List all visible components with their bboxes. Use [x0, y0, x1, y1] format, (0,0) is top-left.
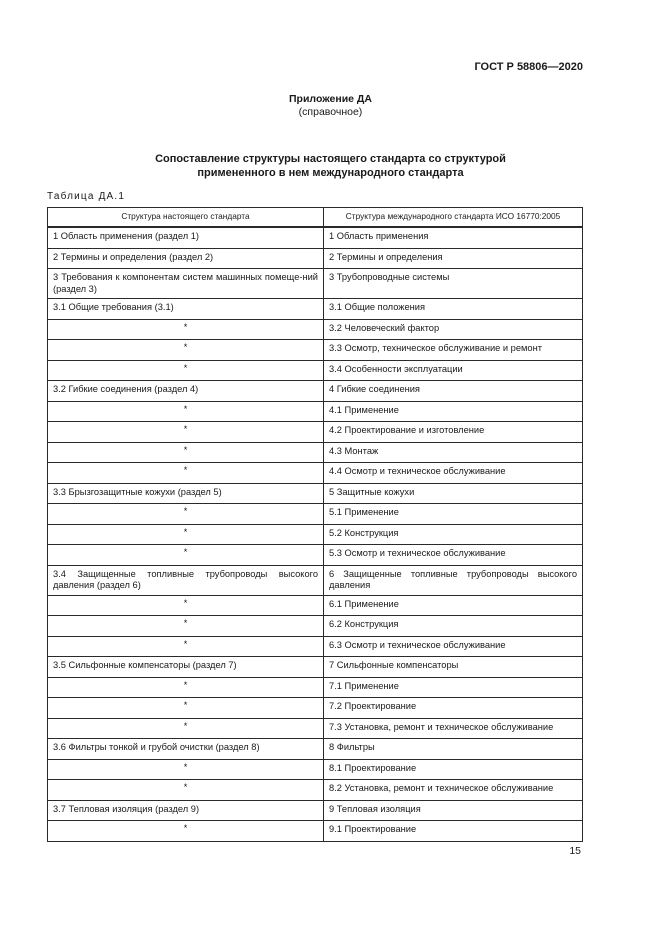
table-row — [48, 524, 583, 545]
table-row — [48, 616, 583, 637]
table-row — [48, 422, 583, 443]
cell-international-structure: 5.3 Осмотр и техническое обслуживание — [324, 545, 583, 566]
cell-international-structure: 8.1 Проектирование — [324, 759, 583, 780]
cell-international-structure: 6 Защищенные топливные трубопроводы высокого давления — [324, 565, 583, 595]
cell-international-structure: 2 Термины и определения — [324, 248, 583, 269]
cell-national-structure: 3.2 Гибкие соединения (раздел 4) — [48, 381, 324, 402]
table-row — [48, 463, 583, 484]
cell-national-structure: * — [48, 340, 324, 361]
cell-national-structure: * — [48, 463, 324, 484]
table-row — [48, 299, 583, 320]
cell-national-structure: * — [48, 780, 324, 801]
cell-national-structure: * — [48, 442, 324, 463]
document-code: ГОСТ Р 58806—2020 — [474, 61, 583, 73]
table-row — [48, 565, 583, 595]
cell-international-structure: 3 Трубопроводные системы — [324, 269, 583, 299]
cell-international-structure: 7.1 Применение — [324, 677, 583, 698]
cell-international-structure: 7 Сильфонные компенсаторы — [324, 657, 583, 678]
cell-national-structure: 3.3 Брызгозащитные кожухи (раздел 5) — [48, 483, 324, 504]
cell-national-structure: 3 Требования к компонентам систем машинных помеще-ний (раздел 3) — [48, 269, 324, 299]
cell-national-structure: 3.1 Общие требования (3.1) — [48, 299, 324, 320]
cell-national-structure: * — [48, 718, 324, 739]
cell-international-structure: 8.2 Установка, ремонт и техническое обслуживание — [324, 780, 583, 801]
cell-national-structure: * — [48, 759, 324, 780]
table-row — [48, 677, 583, 698]
column-header-international: Структура международного стандарта ИСО 16770:2005 — [324, 208, 583, 228]
cell-national-structure: * — [48, 360, 324, 381]
cell-international-structure: 6.3 Осмотр и техническое обслуживание — [324, 636, 583, 657]
table-row — [48, 504, 583, 525]
cell-international-structure: 5 Защитные кожухи — [324, 483, 583, 504]
cell-national-structure: * — [48, 422, 324, 443]
cell-international-structure: 3.3 Осмотр, техническое обслуживание и ремонт — [324, 340, 583, 361]
table-row — [48, 718, 583, 739]
annex-header — [0, 93, 661, 119]
cell-international-structure: 8 Фильтры — [324, 739, 583, 760]
cell-national-structure: * — [48, 636, 324, 657]
cell-international-structure: 1 Область применения — [324, 227, 583, 248]
heading-line-2: примененного в нем международного стандарта — [197, 166, 464, 179]
section-heading — [0, 153, 661, 180]
cell-international-structure: 5.2 Конструкция — [324, 524, 583, 545]
table-label: Таблица ДА.1 — [47, 191, 126, 202]
cell-national-structure: * — [48, 821, 324, 842]
cell-international-structure: 6.1 Применение — [324, 595, 583, 616]
cell-national-structure: * — [48, 504, 324, 525]
table-row — [48, 636, 583, 657]
table-row — [48, 360, 583, 381]
table-header-row — [48, 208, 583, 228]
table-row — [48, 657, 583, 678]
cell-national-structure: 3.4 Защищенные топливные трубопроводы высокого давления (раздел 6) — [48, 565, 324, 595]
table-row — [48, 401, 583, 422]
cell-national-structure: * — [48, 524, 324, 545]
table-row — [48, 442, 583, 463]
cell-international-structure: 7.3 Установка, ремонт и техническое обслуживание — [324, 718, 583, 739]
table-row — [48, 340, 583, 361]
cell-national-structure: 3.5 Сильфонные компенсаторы (раздел 7) — [48, 657, 324, 678]
cell-national-structure: * — [48, 698, 324, 719]
cell-international-structure: 3.1 Общие положения — [324, 299, 583, 320]
table-row — [48, 595, 583, 616]
table-row — [48, 381, 583, 402]
heading-line-1: Сопоставление структуры настоящего стандарта со структурой — [155, 153, 506, 165]
cell-national-structure: * — [48, 545, 324, 566]
table-row — [48, 269, 583, 299]
table-row — [48, 483, 583, 504]
cell-international-structure: 7.2 Проектирование — [324, 698, 583, 719]
annex-subtitle: (справочное) — [298, 106, 363, 118]
cell-international-structure: 9 Тепловая изоляция — [324, 800, 583, 821]
table-row — [48, 759, 583, 780]
cell-national-structure: 3.7 Тепловая изоляция (раздел 9) — [48, 800, 324, 821]
table-row — [48, 698, 583, 719]
cell-international-structure: 6.2 Конструкция — [324, 616, 583, 637]
cell-international-structure: 4 Гибкие соединения — [324, 381, 583, 402]
table-row — [48, 227, 583, 248]
cell-national-structure: * — [48, 401, 324, 422]
cell-international-structure: 4.2 Проектирование и изготовление — [324, 422, 583, 443]
cell-national-structure: 1 Область применения (раздел 1) — [48, 227, 324, 248]
cell-international-structure: 3.2 Человеческий фактор — [324, 319, 583, 340]
table-row — [48, 248, 583, 269]
cell-international-structure: 4.3 Монтаж — [324, 442, 583, 463]
cell-international-structure: 9.1 Проектирование — [324, 821, 583, 842]
cell-international-structure: 4.1 Применение — [324, 401, 583, 422]
cell-national-structure: * — [48, 319, 324, 340]
cell-national-structure: * — [48, 677, 324, 698]
cell-international-structure: 4.4 Осмотр и техническое обслуживание — [324, 463, 583, 484]
table-row — [48, 800, 583, 821]
table-row — [48, 545, 583, 566]
column-header-national: Структура настоящего стандарта — [48, 208, 324, 228]
table-row — [48, 739, 583, 760]
table-row — [48, 780, 583, 801]
table-row — [48, 319, 583, 340]
cell-national-structure: * — [48, 616, 324, 637]
cell-national-structure: * — [48, 595, 324, 616]
cell-national-structure: 2 Термины и определения (раздел 2) — [48, 248, 324, 269]
annex-title: Приложение ДА — [289, 93, 372, 105]
cell-national-structure: 3.6 Фильтры тонкой и грубой очистки (раздел 8) — [48, 739, 324, 760]
page-number: 15 — [569, 845, 581, 857]
cell-international-structure: 3.4 Особенности эксплуатации — [324, 360, 583, 381]
cell-international-structure: 5.1 Применение — [324, 504, 583, 525]
table-row — [48, 821, 583, 842]
comparison-table — [47, 207, 583, 842]
